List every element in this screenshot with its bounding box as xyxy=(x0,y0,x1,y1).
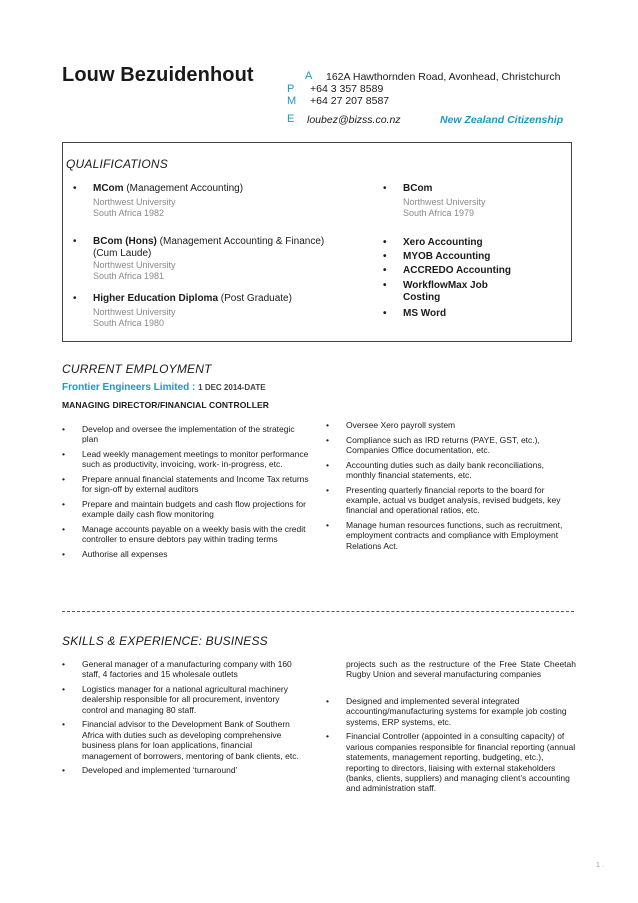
employment-date: 1 DEC 2014-DATE xyxy=(198,383,266,392)
degree-detail: (Management Accounting) xyxy=(123,183,244,194)
degree: BCom xyxy=(403,183,433,194)
university: Northwest University xyxy=(403,197,486,207)
address-label: A xyxy=(305,70,313,82)
bullet-icon: • xyxy=(73,293,77,304)
section-divider xyxy=(62,611,574,612)
software-skill: • Xero Accounting xyxy=(383,237,483,248)
list-item: • Manage accounts payable on a weekly basis with the credit controller to ensure debtors pay within trading terms xyxy=(62,524,306,545)
page-number: 1 . xyxy=(596,862,604,869)
list-item: • Oversee Xero payroll system xyxy=(326,420,456,430)
list-item: • Manage human resources functions, such as recruitment, employment contracts and compliance with Employment Relations Act. xyxy=(326,520,563,551)
employment-title: CURRENT EMPLOYMENT xyxy=(62,362,212,376)
degree-detail: (Management Accounting & Finance) xyxy=(156,236,325,247)
bullet-icon: • xyxy=(73,183,77,194)
list-item: • Designed and implemented several integrated accounting/manufacturing systems for example job costing systems, ERP systems, etc. xyxy=(326,696,567,727)
employment-duties-left xyxy=(62,424,312,564)
address-value: 162A Hawthornden Road, Avonhead, Christchurch xyxy=(326,71,561,83)
list-item: • Lead weekly management meetings to monitor performance such as productivity, invoicing, work- in-progress, etc. xyxy=(62,449,309,470)
list-item: • Financial advisor to the Development Bank of Southern Africa with duties such as developing comprehensive business plans for loan applications, financial management of borrowers, mentoring of bank clients, etc. xyxy=(62,719,299,761)
job-role: MANAGING DIRECTOR/FINANCIAL CONTROLLER xyxy=(62,400,270,410)
place-year: South Africa 1980 xyxy=(93,318,165,328)
company-line xyxy=(62,382,266,393)
employment-duties-right xyxy=(326,420,576,555)
list-item: • Compliance such as IRD returns (PAYE, GST, etc.), Companies Office documentation, etc. xyxy=(326,434,540,455)
software-skill: • WorkflowMax Job Costing xyxy=(383,280,488,303)
skills-right xyxy=(326,696,576,798)
skills-left xyxy=(62,659,302,780)
qualification-item xyxy=(73,236,373,282)
place-year: South Africa 1981 xyxy=(93,271,165,281)
bullet-icon: • xyxy=(73,236,77,247)
qualification-item xyxy=(73,293,373,329)
degree-detail: (Post Graduate) xyxy=(218,293,292,304)
resume-name: Louw Bezuidenhout xyxy=(62,64,254,86)
skills-title: SKILLS & EXPERIENCE: BUSINESS xyxy=(62,634,268,648)
university: Northwest University xyxy=(93,197,176,207)
list-item: • Prepare and maintain budgets and cash flow projections for example daily cash flow monitoring xyxy=(62,499,306,520)
skills-continuation: projects such as the restructure of the Free State Cheetah Rugby Union and several manufacturing companies xyxy=(346,659,576,680)
list-item: • Accounting duties such as daily bank reconciliations, monthly financial statements, etc. xyxy=(326,459,544,480)
email-label: E xyxy=(287,113,295,125)
list-item: • Prepare annual financial statements and Income Tax returns for sign-off by external auditors xyxy=(62,474,309,495)
software-skill: • MS Word xyxy=(383,308,447,319)
phone-label: P xyxy=(287,83,295,95)
software-skill: • ACCREDO Accounting xyxy=(383,265,511,276)
university: Northwest University xyxy=(93,307,176,317)
citizenship: New Zealand Citizenship xyxy=(440,114,564,126)
email-value[interactable]: loubez@bizss.co.nz xyxy=(307,114,401,126)
qualification-item xyxy=(73,183,373,219)
phone-value: +64 3 357 8589 xyxy=(310,83,384,95)
mobile-label: M xyxy=(287,95,297,107)
list-item: • Develop and oversee the implementation of the strategic plan xyxy=(62,424,295,445)
qualifications-title: QUALIFICATIONS xyxy=(66,157,168,171)
place-year: South Africa 1982 xyxy=(93,208,165,218)
degree: BCom (Hons) xyxy=(93,236,157,247)
university: Northwest University xyxy=(93,260,176,270)
list-item: • Presenting quarterly financial reports to the board for example, actual vs budget analysis, revised budgets, key financial and operational ratios, etc. xyxy=(326,484,561,516)
degree: MCom xyxy=(93,183,124,194)
list-item: • General manager of a manufacturing company with 160 staff, 4 factories and 15 wholesale outlets xyxy=(62,659,292,680)
company-name: Frontier Engineers Limited : xyxy=(62,382,199,393)
software-skill: • MYOB Accounting xyxy=(383,251,491,262)
qualification-item xyxy=(383,183,563,219)
list-item: • Authorise all expenses xyxy=(62,549,168,559)
mobile-value: +64 27 207 8587 xyxy=(310,95,390,107)
list-item: • Developed and implemented ‘turnaround’ xyxy=(62,765,238,776)
qualifications-box xyxy=(62,142,572,342)
degree-detail-line2: (Cum Laude) xyxy=(93,248,152,259)
bullet-icon: • xyxy=(383,183,387,194)
list-item: • Financial Controller (appointed in a consulting capacity) of various companies responsible for financial reporting (annual statements, management reporting, budgeting, etc.), reporting to directors, liaising with external stakeholders (banks, clients, suppliers) and managing client’s accounting and administration staff. xyxy=(326,731,576,794)
place-year: South Africa 1979 xyxy=(403,208,475,218)
degree: Higher Education Diploma xyxy=(93,293,219,304)
list-item: • Logistics manager for a national agricultural machinery dealership responsible for all procurement, inventory control and managing 80 staff. xyxy=(62,684,288,715)
